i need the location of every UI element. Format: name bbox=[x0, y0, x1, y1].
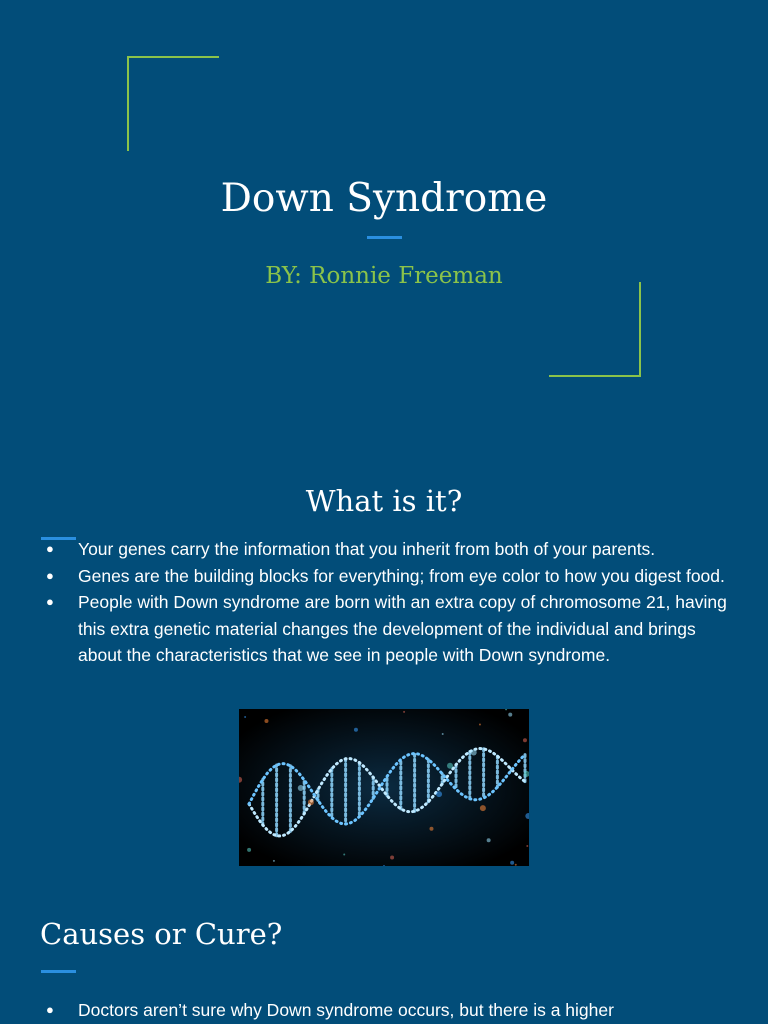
bullet-text: Genes are the building blocks for everything; from eye color to how you digest food. bbox=[78, 565, 725, 586]
list-item bbox=[40, 536, 740, 563]
bullet-text: People with Down syndrome are born with an extra copy of chromosome 21, having this extra genetic material changes the development of the individual and brings about the characteristics that we see in people with Down syndrome. bbox=[78, 592, 727, 665]
list-item bbox=[40, 589, 740, 669]
bullet-icon: ● bbox=[46, 567, 54, 583]
bullet-icon: ● bbox=[46, 541, 54, 556]
bullet-icon: ● bbox=[46, 594, 54, 609]
what-is-it-slide bbox=[0, 440, 768, 880]
section-heading-causes: Causes or Cure? bbox=[40, 917, 283, 951]
title-slide bbox=[0, 0, 768, 440]
corner-frame-bottom-right bbox=[549, 282, 641, 377]
corner-frame-top-left bbox=[127, 56, 219, 151]
title-underline bbox=[367, 236, 402, 239]
list-item bbox=[40, 997, 740, 1024]
bullet-list bbox=[40, 536, 740, 669]
bullet-list bbox=[40, 997, 740, 1024]
author-byline: BY: Ronnie Freeman bbox=[265, 263, 503, 289]
list-item bbox=[40, 563, 740, 590]
bullet-text: Your genes carry the information that you inherit from both of your parents. bbox=[78, 539, 656, 559]
dna-helix-image bbox=[239, 709, 529, 866]
causes-slide bbox=[0, 880, 768, 1024]
page-title: Down Syndrome bbox=[220, 176, 548, 221]
section-heading-what: What is it? bbox=[305, 484, 463, 518]
heading-accent-line bbox=[41, 970, 76, 973]
bullet-icon: ● bbox=[46, 1002, 54, 1017]
bullet-text: Doctors aren’t sure why Down syndrome occurs, but there is a higher bbox=[78, 1000, 614, 1020]
